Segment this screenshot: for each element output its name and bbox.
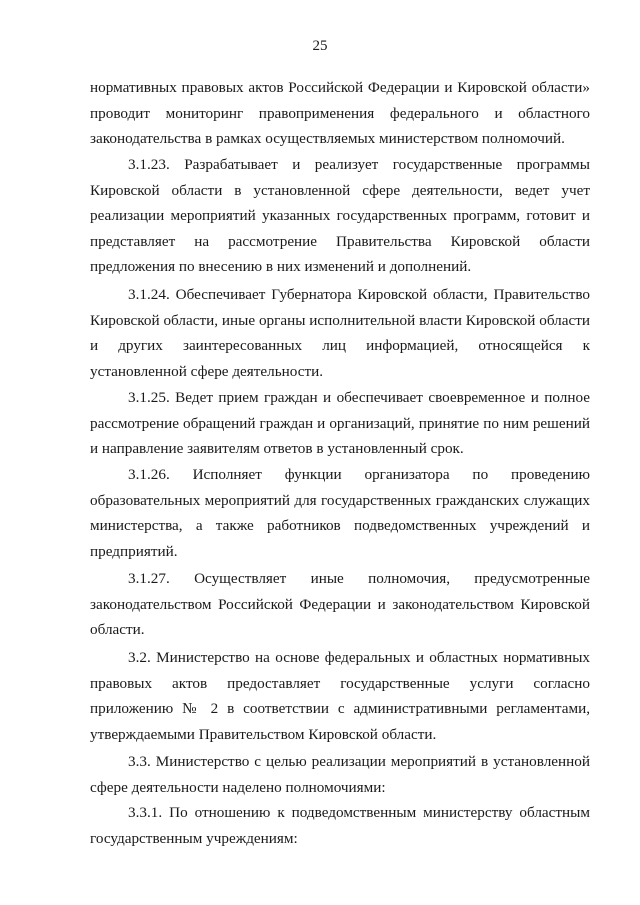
document-body-block-3-3-1 — [90, 800, 590, 851]
paragraph-3-1-26: 3.1.26. Исполняет функции организатора по проведению образовательных мероприятий для государственных гражданских служащих министерства, а также работников подведомственных учреждений и предприятий. — [90, 466, 590, 560]
paragraph-3-1-27: 3.1.27. Осуществляет иные полномочия, предусмотренные законодательством Российской Федерации и законодательством Кировской области. — [90, 570, 590, 639]
paragraph-continuation: нормативных правовых актов Российской Федерации и Кировской области» проводит мониторинг правоприменения федерального и областного законодательства в рамках осуществляемых министерством полномочий. — [90, 79, 590, 148]
paragraph-3-3-1: 3.3.1. По отношению к подведомственным министерству областным государственным учреждениям: — [90, 804, 590, 847]
page-number: 25 — [312, 38, 328, 54]
document-body-block-3-1-26 — [90, 462, 590, 564]
paragraph-3-1-24: 3.1.24. Обеспечивает Губернатора Кировской области, Правительство Кировской области, иные органы исполнительной власти Кировской области и других заинтересованных лиц информацией, относящейся к установленной сфере деятельности. — [90, 286, 590, 380]
paragraph-3-1-23: 3.1.23. Разрабатывает и реализует государственные программы Кировской области в установленной сфере деятельности, ведет учет реализации мероприятий указанных государственных программ, готовит и представляет на рассмотрение Правительства Кировской области предложения по внесению в них изменений и дополнений. — [90, 156, 590, 276]
paragraph-3-2: 3.2. Министерство на основе федеральных и областных нормативных правовых актов предоставляет государственные услуги согласно приложению № 2 в соответствии с административными регламентами, утверждаемыми Правительством Кировской области. — [90, 649, 590, 743]
document-body-block-3-1-27 — [90, 566, 590, 643]
document-body-block-continuation — [90, 75, 590, 152]
paragraph-3-1-25: 3.1.25. Ведет прием граждан и обеспечивает своевременное и полное рассмотрение обращений граждан и организаций, принятие по ним решений и направление заявителям ответов в установленный срок. — [90, 389, 590, 458]
paragraph-3-3: 3.3. Министерство с целью реализации мероприятий в установленной сфере деятельности наделено полномочиями: — [90, 753, 590, 796]
document-body-block-3-3 — [90, 749, 590, 800]
document-body-block-3-2 — [90, 645, 590, 747]
document-body-block-3-1-24 — [90, 282, 590, 384]
document-body-block-3-1-25 — [90, 385, 590, 462]
document-body-block-3-1-23 — [90, 152, 590, 280]
